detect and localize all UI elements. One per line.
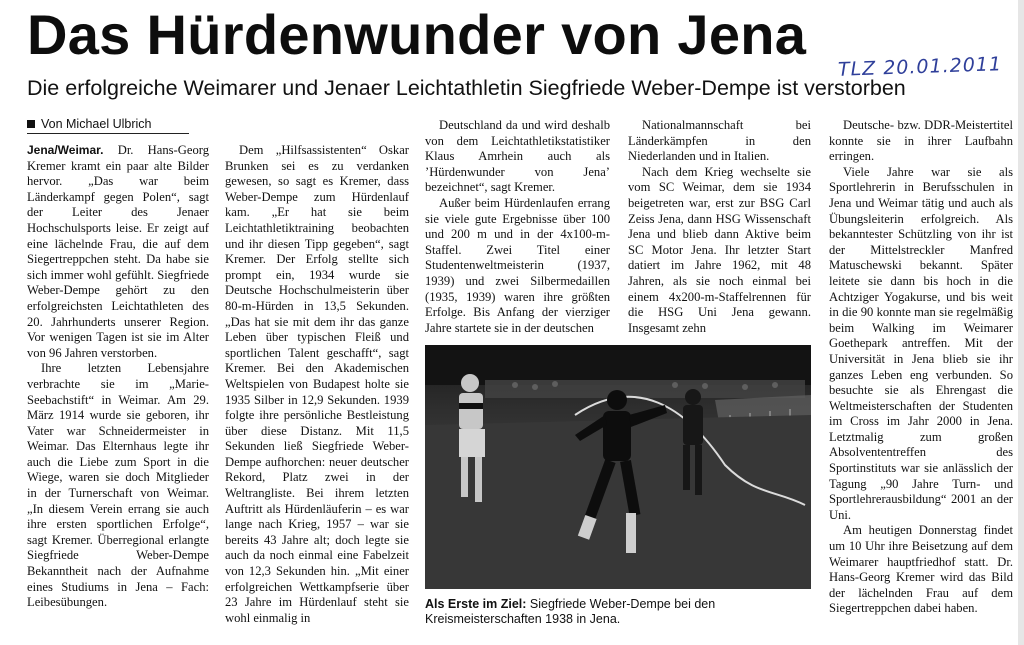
race-finish-photo (425, 345, 811, 589)
dateline: Jena/Weimar. (27, 143, 104, 157)
paragraph-text: Dr. Hans-Georg Kremer kramt ein paar alte Bilder hervor. „Das war beim Länderkampf gegen Polen“, sagt der Leiter des Jenaer Hochschulsports leise. Er zeigt auf eine lächelnde Frau, die auf dem Siegertreppchen steht. Da habe sie sich immer wohl gefühlt. Siegfriede Weber-Dempe gehört zu den erfolgreichsten Leichtathleten des 20. Jahrhunderts unserer Region. Vor wenigen Tagen ist sie im Alter von 96 Jahren verstorben. (27, 143, 209, 360)
article-paragraph (27, 143, 209, 361)
caption-lead: Als Erste im Ziel: (425, 597, 527, 611)
article-column-2 (225, 143, 409, 626)
byline (27, 117, 189, 134)
article-paragraph: Nach dem Krieg wechselte sie vom SC Weimar, dem sie 1934 beigetreten war, erst zur BSG Carl Zeiss Jena, dann HSG Wissenschaft Jena und blieb dann Aktive beim SC Motor Jena. Ihr letzter Start datiert im Jahre 1962, mit 48 Jahren, als sie noch einmal bei einem 4x200-m-Staffelrennen für die HSG Uni Jena gewann. Insgesamt zehn (628, 164, 811, 335)
handwritten-date-note: TLZ 20.01.2011 (837, 53, 1003, 81)
article-paragraph: Nationalmannschaft bei Länderkämpfen in den Niederlanden und in Italien. (628, 118, 811, 164)
article-column-3 (425, 118, 610, 336)
article-column-5 (829, 118, 1013, 617)
photo-illustration (425, 345, 811, 589)
article-paragraph: Viele Jahre war sie als Sportlehrerin in Berufsschulen in Jena und Weimar tätig und auch als Übungsleiterin erfolgreich. Als bekanntester Schützling von ihr ist der Mittelstreckler Manfred Matuschewski bekannt. Später leitete sie dann bis hoch in die Achtziger Yogakurse, und bis weit in die 90 konnte man sie regelmäßig beim Walking im Weimarer Goethepark antreffen. Mit der Universität in Jena blieb sie ihr ganzes Leben eng verbunden. So besuchte sie als Ehrengast die Weltmeisterschaften der Studenten im Cross im Jahr 2000 in Jena. Letztmalig zum großen Absolvententreffen des Sportinstituts war sie anlässlich der Tagung „90 Jahre Turn- und Sportlehrerausbildung“ 2001 an der Uni. (829, 164, 1013, 522)
page-edge (1018, 0, 1024, 645)
subheadline: Die erfolgreiche Weimarer und Jenaer Leichtathletin Siegfriede Weber-Dempe ist verstorben (27, 76, 906, 100)
article-paragraph: Deutsche- bzw. DDR-Meistertitel konnte sie in ihrer Laufbahn erringen. (829, 118, 1013, 164)
caption-text: Siegfriede Weber-Dempe bei den Kreismeisterschaften 1938 in Jena. (425, 597, 716, 626)
photo-caption (425, 597, 815, 627)
article-paragraph: Dem „Hilfsassistenten“ Oskar Brunken sei es zu verdanken gewesen, so sagt es Kremer, dass Weber-Dempe zum Hürdenlauf kam. „Er hat sie beim Leichtathletiktraining beobachten und ihr diesen Tipp gegeben“, sagt Kremer. Der Erfolg stellte sich prompt ein, 1934 wurde sie Deutsche Hochschulmeisterin über 80-m-Hürden in 13,5 Sekunden. „Das hat sie mit dem ihr das ganze Leben über typischen Fleiß und sportlichen Talent geschafft“, sagt Kremer. Bei den Akademischen Weltspielen von Budapest holte sie 1935 Silber in 12,9 Sekunden. 1939 folgte ihre persönliche Bestleistung über diese Distanz. Mit 11,5 Sekunden ließ Siegfriede Weber-Dempe aufhorchen: neuer deutscher Rekord, Platz zwei in der Weltrangliste. Bei ihrem letzten Auftritt als Hürdenläuferin – es war lange nach Krieg, 1957 – war sie bereits 43 Jahre alt; doch legte sie auch da noch einmal eine Fabelzeit von 12,3 Sekunden hin. „Mit einer erfolgreichen Wettkampfserie über 23 Jahre im Hürdenlauf steht sie wohl einmalig in (225, 143, 409, 625)
headline: Das Hürdenwunder von Jena (27, 3, 807, 66)
byline-text: Von Michael Ulbrich (41, 117, 152, 131)
article-paragraph: Deutschland da und wird deshalb von dem Leichtathletikstatistiker Klaus Amrhein auch als ’Hürdenwunder von Jena’ bezeichnet“, sagt Kremer. (425, 118, 610, 195)
article-column-1 (27, 143, 209, 611)
article-paragraph: Außer beim Hürdenlaufen errang sie viele gute Ergebnisse über 100 und 200 m und in der 4x100-m-Staffel. Zwei Titel einer Studentenweltmeisterin (1937, 1939) und zwei Silbermedaillen (1935, 1939) waren ihre größten Erfolge. Bis Anfang der vierziger Jahre startete sie in der deutschen (425, 195, 610, 335)
article-column-4 (628, 118, 811, 336)
article-paragraph: Am heutigen Donnerstag findet um 10 Uhr ihre Beisetzung auf dem Weimarer hauptfriedhof statt. Dr. Hans-Georg Kremer wird das Bild der lächelnden Frau auf dem Siegertreppchen dabei haben. (829, 523, 1013, 616)
article-paragraph: Ihre letzten Lebensjahre verbrachte sie im „Marie-Seebachstift“ in Weimar. Am 29. März 1914 wurde sie geboren, ihr Vater war Schneidermeister in Weimar. Das Elternhaus legte ihr auch die Liebe zum Sport in die Wiege, waren sie doch Mitglieder in der Turnerschaft von Weimar. „In diesem Verein errang sie auch ihre ersten sportlichen Erfolge“, sagt Kremer. Überregional erlangte Siegfriede Weber-Dempe Bekanntheit nach der Aufnahme eines Studiums in Jena – Fach: Leibesübungen. (27, 361, 209, 610)
square-bullet-icon (27, 120, 35, 128)
